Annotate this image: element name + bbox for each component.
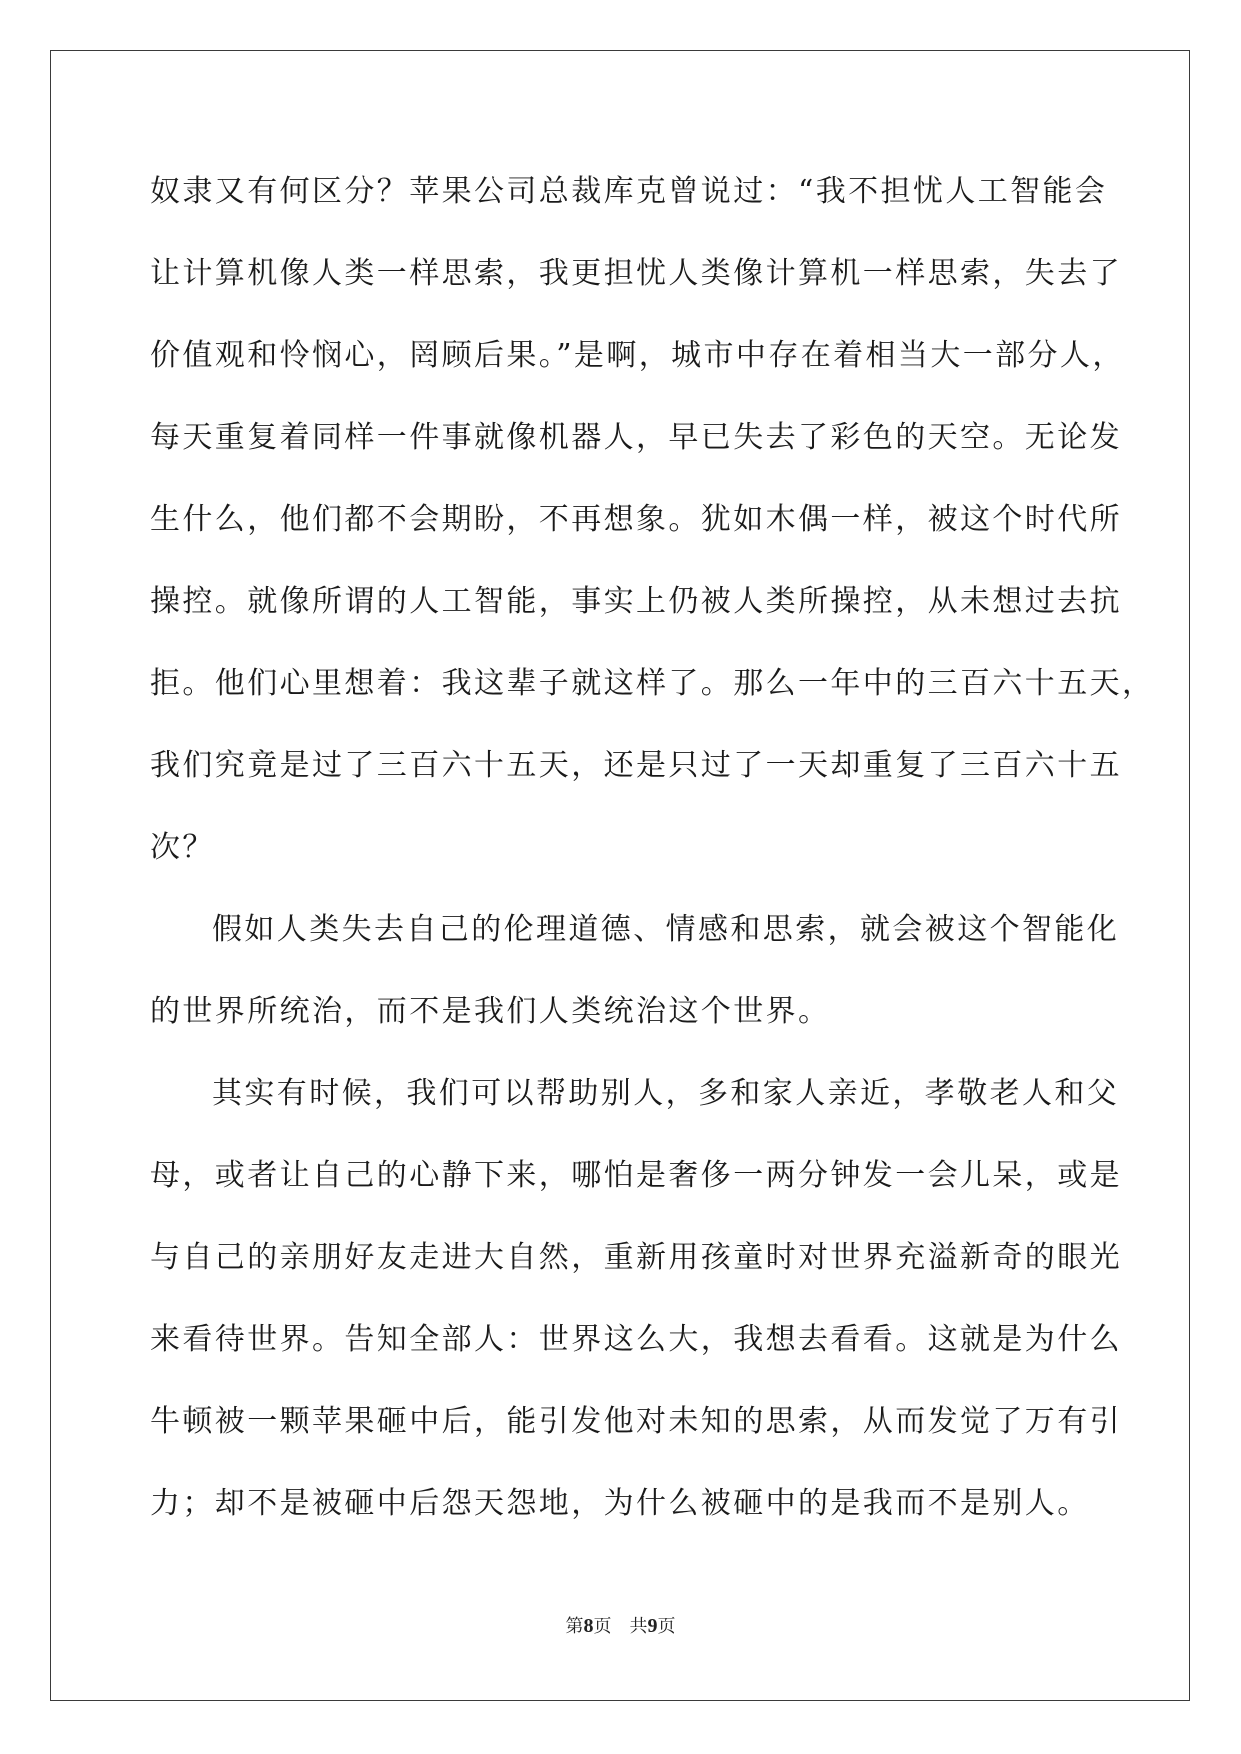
text-line: 让计算机像人类一样思索，我更担忧人类像计算机一样思索，失去了 xyxy=(150,256,1122,291)
text-line: 次？ xyxy=(150,830,215,865)
text-line: 牛顿被一颗苹果砸中后，能引发他对未知的思索，从而发觉了万有引 xyxy=(150,1404,1122,1439)
text-line: 母，或者让自己的心静下来，哪怕是奢侈一两分钟发一会儿呆，或是 xyxy=(150,1158,1122,1193)
total-prefix: 共 xyxy=(629,1616,648,1637)
page-prefix: 第 xyxy=(565,1616,584,1637)
total-suffix: 页 xyxy=(657,1616,676,1637)
text-line: 生什么，他们都不会期盼，不再想象。犹如木偶一样，被这个时代所 xyxy=(150,502,1122,537)
document-body xyxy=(150,151,1155,1545)
total-page-number: 9 xyxy=(647,1615,658,1637)
text-line: 拒。他们心里想着：我这辈子就这样了。那么一年中的三百六十五天， xyxy=(150,666,1155,701)
page-footer xyxy=(0,1612,1241,1638)
text-line: 与自己的亲朋好友走进大自然，重新用孩童时对世界充溢新奇的眼光 xyxy=(150,1240,1122,1275)
text-line: 力；却不是被砸中后怨天怨地，为什么被砸中的是我而不是别人。 xyxy=(150,1486,1090,1521)
text-line: 奴隶又有何区分？苹果公司总裁库克曾说过：“我不担忧人工智能会 xyxy=(150,174,1108,209)
page-suffix: 页 xyxy=(593,1616,612,1637)
paragraph-start-line: 假如人类失去自己的伦理道德、情感和思索，就会被这个智能化 xyxy=(212,912,1120,947)
text-line: 我们究竟是过了三百六十五天，还是只过了一天却重复了三百六十五 xyxy=(150,748,1122,783)
text-line: 价值观和怜悯心，罔顾后果。”是啊，城市中存在着相当大一部分人， xyxy=(150,338,1125,373)
paragraph-start-line: 其实有时候，我们可以帮助别人，多和家人亲近，孝敬老人和父 xyxy=(212,1076,1120,1111)
text-line: 的世界所统治，而不是我们人类统治这个世界。 xyxy=(150,994,831,1029)
current-page-number: 8 xyxy=(583,1615,594,1637)
text-line: 来看待世界。告知全部人：世界这么大，我想去看看。这就是为什么 xyxy=(150,1322,1122,1357)
text-line: 操控。就像所谓的人工智能，事实上仍被人类所操控，从未想过去抗 xyxy=(150,584,1122,619)
text-line: 每天重复着同样一件事就像机器人，早已失去了彩色的天空。无论发 xyxy=(150,420,1122,455)
